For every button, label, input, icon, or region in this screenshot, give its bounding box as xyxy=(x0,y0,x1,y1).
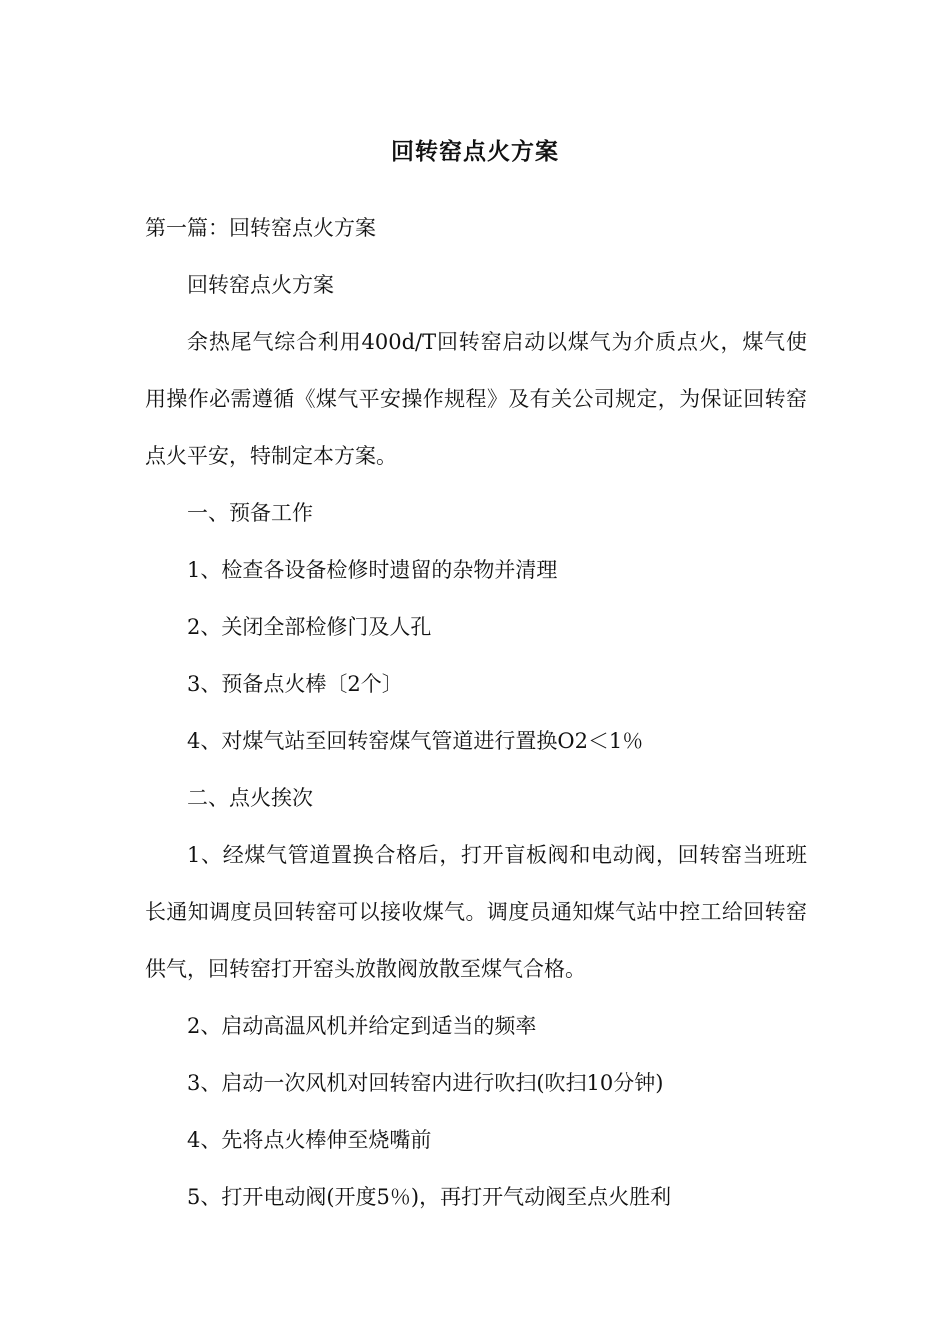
list-item: 1、检查各设备检修时遗留的杂物并清理 xyxy=(187,558,558,582)
list-item: 1、经煤气管道置换合格后，打开盲板阀和电动阀，回转窑当班班长通知调度员回转窑可以接收煤气。调度员通知煤气站中控工给回转窑供气，回转窑打开窑头放散阀放散至煤气合格。 xyxy=(145,843,807,981)
intro-paragraph: 余热尾气综合利用400d/T回转窑启动以煤气为介质点火，煤气使用操作必需遵循《煤气平安操作规程》及有关公司规定，为保证回转窑点火平安，特制定本方案。 xyxy=(145,330,807,468)
list-item: 2、启动高温风机并给定到适当的频率 xyxy=(187,1014,537,1038)
document-body xyxy=(145,200,807,1226)
list-item: 5、打开电动阀(开度5％)，再打开气动阀至点火胜利 xyxy=(187,1185,672,1209)
section-title: 回转窑点火方案 xyxy=(187,273,334,297)
section-heading-ignition-sequence: 二、点火挨次 xyxy=(187,786,313,810)
list-item: 4、先将点火棒伸至烧嘴前 xyxy=(187,1128,432,1152)
list-item: 2、关闭全部检修门及人孔 xyxy=(187,615,432,639)
list-item: 4、对煤气站至回转窑煤气管道进行置换O2＜1％ xyxy=(187,729,644,753)
document-title: 回转窑点火方案 xyxy=(391,138,559,165)
section-heading-preparation: 一、预备工作 xyxy=(187,501,313,525)
list-item: 3、启动一次风机对回转窑内进行吹扫(吹扫10分钟) xyxy=(187,1071,664,1095)
chapter-heading: 第一篇：回转窑点火方案 xyxy=(145,216,376,240)
list-item: 3、预备点火棒〔2个〕 xyxy=(187,672,403,696)
